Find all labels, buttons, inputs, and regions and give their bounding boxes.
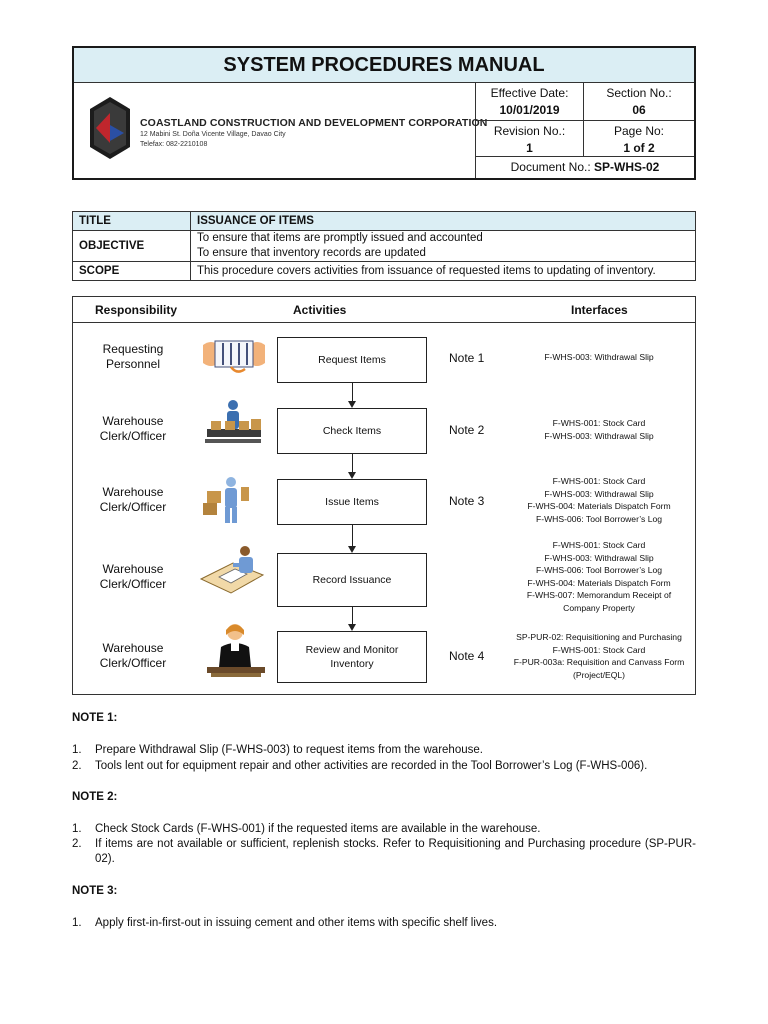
revision-value: 1 [526, 141, 533, 155]
interface-item: F-WHS-001: Stock Card [552, 476, 646, 486]
company-address: 12 Mabini St. Doña Vicente Village, Davao City [140, 131, 286, 138]
step-1-resp-line-2: Personnel [105, 357, 161, 371]
step-3-note: Note 3 [449, 494, 485, 508]
warehouse-worker-icon [205, 397, 265, 453]
scope-key: SCOPE [73, 262, 191, 280]
revision-cell [476, 121, 584, 157]
step-5-responsibility [73, 641, 193, 671]
list-number: 1. [72, 917, 82, 929]
manager-at-desk-icon [203, 621, 269, 681]
interface-item: F-PUR-003a: Requisition and Canvass Form [513, 657, 685, 668]
step-1-resp-line-1: Requesting [102, 342, 164, 356]
list-number: 1. [72, 744, 82, 756]
step-4-responsibility [73, 562, 193, 592]
step-4-resp-line-2: Clerk/Officer [99, 577, 167, 591]
page-label: Page No: [613, 124, 665, 138]
page-value: 1 of 2 [623, 141, 655, 155]
step-2-responsibility [73, 414, 193, 444]
step-4-resp-line-1: Warehouse [102, 562, 164, 576]
section-value: 06 [632, 103, 646, 117]
step-1-responsibility [73, 342, 193, 372]
step-5-note: Note 4 [449, 649, 485, 663]
flow-arrowhead [348, 624, 356, 631]
step-2-note: Note 2 [449, 423, 485, 437]
step-3-resp-line-2: Clerk/Officer [99, 500, 167, 514]
document-number-cell [476, 157, 694, 178]
interface-item: SP-PUR-02: Requisitioning and Purchasing [516, 632, 682, 642]
effective-date-cell [476, 83, 584, 121]
note-2-item-1 [72, 822, 696, 837]
flowchart-header [73, 297, 695, 323]
note-2-item-2 [72, 837, 696, 867]
step-2-interfaces [503, 417, 695, 442]
step-3-resp-line-1: Warehouse [102, 485, 164, 499]
objective-key: OBJECTIVE [73, 231, 191, 261]
note-2-heading: NOTE 2: [72, 791, 118, 803]
worker-carrying-box-icon [201, 475, 253, 527]
interface-item: F-WHS-003: Withdrawal Slip [544, 430, 654, 441]
interface-item: F-WHS-004: Materials Dispatch Form [527, 501, 671, 512]
step-3-responsibility [73, 485, 193, 515]
document-label: Document No.: [510, 160, 591, 174]
step-4-activity-box: Record Issuance [277, 553, 427, 607]
process-flowchart [72, 296, 696, 695]
step-3-activity-box: Issue Items [277, 479, 427, 525]
section-label: Section No.: [606, 86, 672, 100]
flow-arrowhead [348, 401, 356, 408]
list-number: 1. [72, 823, 82, 835]
company-block [74, 83, 488, 178]
objective-line-2: To ensure that inventory records are updated [197, 247, 426, 259]
objective-line-1: To ensure that items are promptly issued and accounted [197, 232, 483, 244]
step-1-interfaces [503, 351, 695, 364]
title-value: ISSUANCE OF ITEMS [197, 215, 314, 227]
interface-item: F-WHS-003: Withdrawal Slip [544, 352, 654, 362]
effective-date-value: 10/01/2019 [499, 103, 560, 117]
note-1-heading: NOTE 1: [72, 712, 118, 724]
title-key: TITLE [73, 212, 191, 230]
objective-row [73, 231, 695, 262]
list-text: Apply first-in-first-out in issuing cement and other items with specific shelf lives. [95, 917, 498, 929]
step-5-interfaces [503, 631, 695, 681]
step-2-resp-line-2: Clerk/Officer [99, 429, 167, 443]
list-text: Check Stock Cards (F-WHS-001) if the requested items are available in the warehouse. [95, 823, 541, 835]
interface-item: F-WHS-006: Tool Borrower’s Log [535, 513, 663, 524]
step-5-resp-line-1: Warehouse [102, 641, 164, 655]
interface-item: F-WHS-003: Withdrawal Slip [544, 488, 654, 499]
interface-item: F-WHS-001: Stock Card [552, 644, 646, 655]
list-text: If items are not available or sufficient, replenish stocks. Refer to Requisitioning and Purchasing procedure (SP-PUR-02). [95, 838, 696, 865]
step-4-interfaces [503, 539, 695, 615]
company-name: COASTLAND CONSTRUCTION AND DEVELOPMENT CORPORATION [140, 117, 488, 129]
step-5-activity-line-1: Review and Monitor [305, 644, 399, 656]
list-text: Prepare Withdrawal Slip (F-WHS-003) to request items from the warehouse. [95, 744, 483, 756]
document-header [72, 46, 696, 180]
note-3-heading: NOTE 3: [72, 885, 118, 897]
flow-arrowhead [348, 472, 356, 479]
responsibility-header: Responsibility [95, 303, 178, 317]
activities-header: Activities [293, 303, 347, 317]
note-1-item-1 [72, 743, 696, 758]
interface-item: F-WHS-001: Stock Card [552, 418, 646, 428]
document-hand-icon [201, 335, 267, 375]
interface-item: F-WHS-003: Withdrawal Slip [544, 552, 654, 563]
document-value: SP-WHS-02 [594, 160, 660, 174]
list-number: 2. [72, 760, 82, 772]
note-1-item-2 [72, 759, 696, 774]
step-1-activity-box: Request Items [277, 337, 427, 383]
interface-item: F-WHS-004: Materials Dispatch Form [527, 577, 671, 588]
effective-date-label: Effective Date: [490, 86, 569, 100]
step-5-activity-line-2: Inventory [330, 658, 374, 670]
flow-arrow [352, 383, 353, 401]
company-logo [86, 95, 134, 161]
manual-title: SYSTEM PROCEDURES MANUAL [74, 48, 694, 83]
step-2-resp-line-1: Warehouse [102, 414, 164, 428]
interface-item: F-WHS-007: Memorandum Receipt of [526, 590, 672, 601]
objective-value [191, 231, 695, 261]
scope-row [73, 262, 695, 280]
step-5-activity-box [277, 631, 427, 683]
section-cell [584, 83, 694, 121]
step-5-resp-line-2: Clerk/Officer [99, 656, 167, 670]
title-row [73, 212, 695, 231]
note-3-item-1 [72, 916, 696, 931]
procedure-info-table [72, 211, 696, 281]
interfaces-header: Interfaces [571, 303, 628, 317]
revision-label: Revision No.: [493, 124, 566, 138]
flow-arrowhead [348, 546, 356, 553]
flow-arrow [352, 525, 353, 546]
interface-item: (Project/EQL) [572, 669, 626, 680]
scope-value: This procedure covers activities from issuance of requested items to updating of inventory. [197, 265, 656, 277]
interface-item: F-WHS-001: Stock Card [552, 540, 646, 550]
list-number: 2. [72, 838, 82, 850]
interface-item: F-WHS-006: Tool Borrower’s Log [535, 565, 663, 576]
flow-arrow [352, 454, 353, 472]
list-text: Tools lent out for equipment repair and other activities are recorded in the Tool Borrower’s Log (F-WHS-006). [95, 760, 648, 772]
clerk-at-desk-icon [199, 541, 265, 603]
interface-item: Company Property [563, 602, 635, 613]
page-cell [584, 121, 694, 157]
flow-arrow [352, 607, 353, 625]
step-2-activity-box: Check Items [277, 408, 427, 454]
step-1-note: Note 1 [449, 351, 485, 365]
step-3-interfaces [503, 475, 695, 525]
company-telefax: Telefax: 082-2210108 [140, 141, 208, 148]
